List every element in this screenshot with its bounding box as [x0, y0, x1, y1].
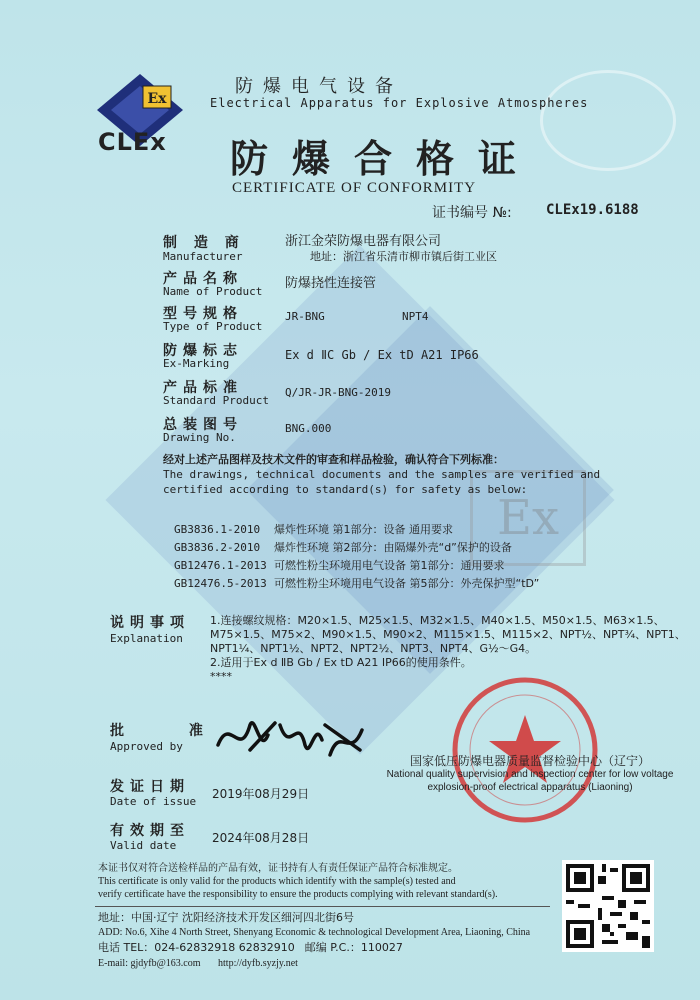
- address-en: ADD: No.6, Xihe 4 North Street, Shenyang Economic & technological Development Area, Liaoning, China: [98, 927, 531, 938]
- product-label-en: Name of Product: [163, 285, 263, 298]
- footer-note: [98, 862, 548, 901]
- logo-badge-text: Ex: [147, 91, 167, 107]
- verification-statement-cn: 经对上述产品图样及技术文件的审查和样品检验，确认符合下列标准：: [163, 453, 504, 466]
- product-value: 防爆挠性连接管: [285, 276, 377, 291]
- product-label-cn: 产品名称: [163, 271, 243, 287]
- standard-code: GB12476.5-2013: [174, 577, 267, 590]
- standard-label-cn: 产品标准: [163, 380, 243, 396]
- issue-date-label-en: Date of issue: [110, 795, 197, 808]
- standard-code: GB3836.1-2010: [174, 523, 261, 536]
- standard-row: [174, 557, 505, 573]
- email-link[interactable]: E-mail: gjdyfb@163.com: [98, 958, 201, 969]
- explanation-line: 2.适用于Ex d ⅡB Gb / Ex tD A21 IP66的使用条件。: [210, 656, 472, 669]
- verification-statement-en: The drawings, technical documents and the samples are verified and certified according to standard(s) for safety as below:: [163, 468, 601, 496]
- standard-desc: 可燃性粉尘环境用电气设备 第5部分：外壳保护型“tD”: [274, 577, 540, 590]
- valid-date-label-en: Valid date: [110, 839, 177, 852]
- manufacturer-address: 地址：浙江省乐清市柳市镇后街工业区: [310, 250, 497, 263]
- footer-address: [98, 910, 568, 971]
- standard-row: [174, 521, 453, 537]
- approval-label-cn: 批 准: [110, 723, 233, 739]
- issuing-organization: [380, 755, 680, 794]
- certificate-number-value: CLEx19.6188: [546, 202, 639, 218]
- explanation-label-cn: 说明事项: [110, 615, 190, 631]
- standard-code: GB3836.2-2010: [174, 541, 261, 554]
- approval-label-en: Approved by: [110, 740, 183, 753]
- address-cn: 地址：中国·辽宁 沈阳经济技术开发区细河四北街6号: [98, 911, 354, 924]
- ex-marking-value: Ex d ⅡC Gb / Ex tD A21 IP66: [285, 348, 479, 362]
- drawing-value: BNG.000: [285, 422, 332, 435]
- manufacturer-label-cn: 制 造 商: [163, 235, 245, 251]
- standard-desc: 爆炸性环境 第1部分：设备 通用要求: [274, 523, 453, 536]
- valid-date-label-cn: 有效期至: [110, 823, 190, 839]
- qr-code-icon[interactable]: [562, 860, 654, 952]
- header-org-cn: 防爆电气设备: [235, 76, 403, 97]
- ex-marking-label-cn: 防爆标志: [163, 343, 243, 359]
- standard-code: GB12476.1-2013: [174, 559, 267, 572]
- verification-statement: [163, 452, 613, 497]
- certificate-number-label: 证书编号 №:: [432, 205, 512, 221]
- type-value-2: NPT4: [402, 310, 429, 323]
- manufacturer-value: 浙江金荣防爆电器有限公司: [285, 234, 442, 249]
- issuer-name-en-1: National quality supervision and inspection center for low voltage: [386, 769, 674, 780]
- explanation-line: ****: [210, 670, 232, 683]
- issue-date-value: 2019年08月29日: [212, 787, 310, 801]
- valid-date-value: 2024年08月28日: [212, 831, 310, 845]
- official-seal-stamp: [450, 675, 600, 825]
- signature-image: [210, 705, 370, 770]
- page-title-en: CERTIFICATE OF CONFORMITY: [232, 180, 477, 196]
- website-link[interactable]: http://dyfb.syzjy.net: [218, 958, 298, 969]
- footer-divider: [95, 906, 550, 907]
- explanation-line: M75×1.5、M75×2、M90×1.5、M90×2、M115×1.5、M115×2、NPT½、NPT¾、NPT1、: [210, 628, 686, 641]
- footer-note-en-2: verify certificate have the responsibility to ensure the products complying with relevant standard(s).: [98, 889, 498, 900]
- type-value: JR-BNG: [285, 310, 325, 323]
- drawing-label-en: Drawing No.: [163, 431, 236, 444]
- ex-marking-label-en: Ex-Marking: [163, 357, 230, 370]
- standard-row: [174, 575, 539, 591]
- watermark-ex-logo: Ex: [470, 470, 586, 566]
- explanation-text: [210, 614, 686, 684]
- manufacturer-label-en: Manufacturer: [163, 250, 243, 263]
- standard-label-en: Standard Product: [163, 394, 269, 407]
- drawing-label-cn: 总装图号: [163, 417, 243, 433]
- page-title-cn: 防爆合格证: [230, 137, 541, 181]
- issuer-name-en-2: explosion-proof electrical apparatus (Liaoning): [427, 782, 633, 793]
- standard-desc: 爆炸性环境 第2部分：由隔爆外壳“d”保护的设备: [274, 541, 512, 554]
- type-label-cn: 型号规格: [163, 306, 243, 322]
- logo-text: CLEx: [98, 128, 167, 156]
- explanation-line: 1.连接螺纹规格：M20×1.5、M25×1.5、M32×1.5、M40×1.5、M50×1.5、M63×1.5、: [210, 614, 665, 627]
- standard-row: [174, 539, 512, 555]
- header-org-en: Electrical Apparatus for Explosive Atmospheres: [210, 96, 589, 110]
- watermark-circle: [540, 70, 676, 171]
- explanation-line: NPT1¼、NPT1½、NPT2、NPT2½、NPT3、NPT4、G½～G4。: [210, 642, 537, 655]
- explanation-label-en: Explanation: [110, 632, 183, 645]
- type-label-en: Type of Product: [163, 320, 263, 333]
- phone: 电话 TEL：024-62832918 62832910: [98, 941, 295, 954]
- postcode: 邮编 P.C.：110027: [304, 941, 403, 954]
- issuer-name-cn: 国家低压防爆电器质量监督检验中心（辽宁）: [409, 754, 650, 768]
- footer-note-cn: 本证书仅对符合送检样品的产品有效，证书持有人有责任保证产品符合标准规定。: [98, 863, 458, 874]
- standard-desc: 可燃性粉尘环境用电气设备 第1部分：通用要求: [274, 559, 505, 572]
- standard-value: Q/JR-JR-BNG-2019: [285, 386, 391, 399]
- footer-note-en-1: This certificate is only valid for the products which identify with the sample(s) tested and: [98, 876, 456, 887]
- issue-date-label-cn: 发证日期: [110, 779, 190, 795]
